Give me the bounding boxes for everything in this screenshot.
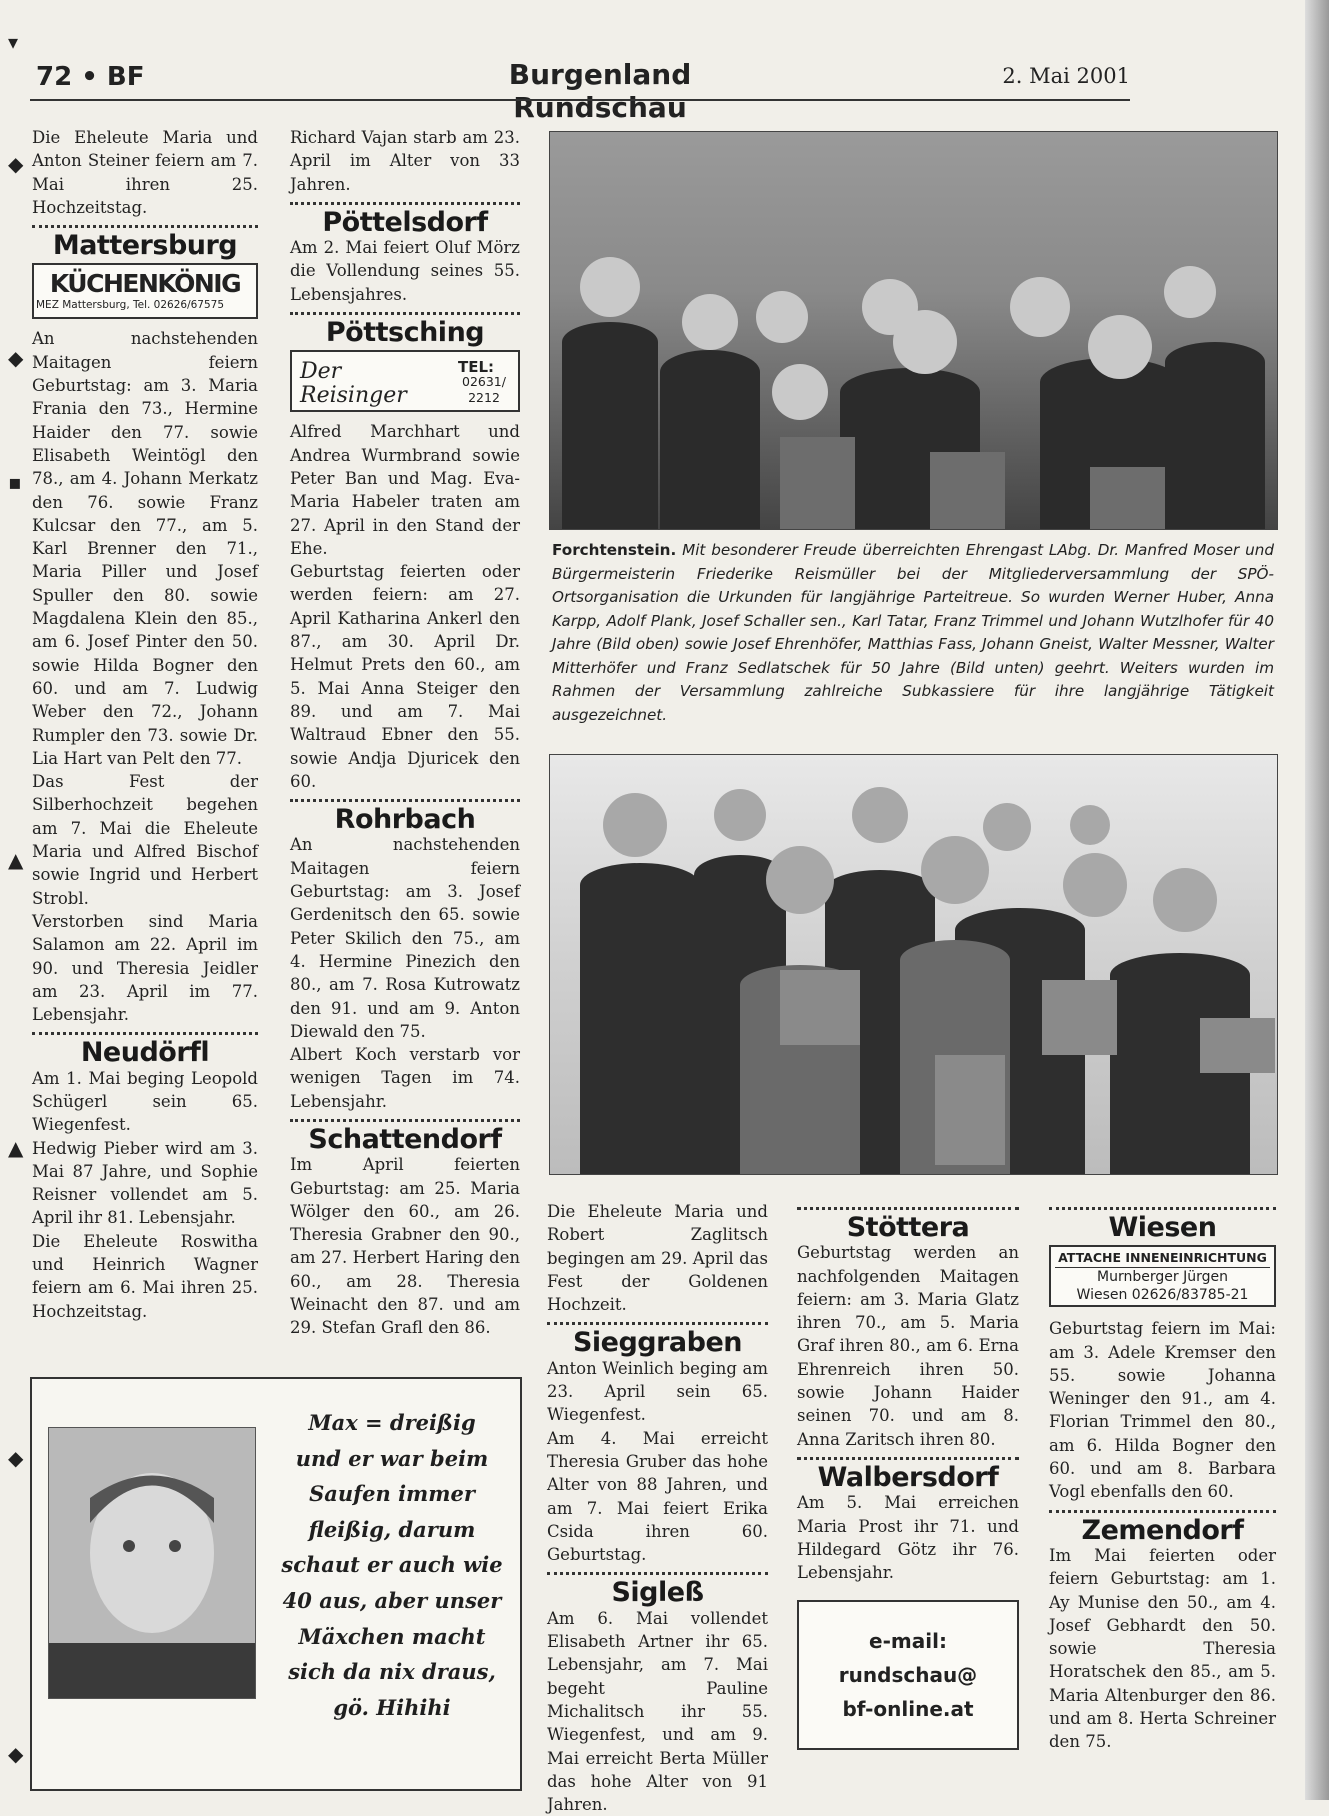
section-heading-sigless: Sigleß: [611, 1577, 704, 1609]
column-3: [547, 1200, 768, 1816]
bullet-separator: •: [81, 62, 107, 92]
section-heading-zemendorf: Zemendorf: [1081, 1514, 1244, 1546]
poem-line: Mäxchen macht: [298, 1623, 486, 1649]
column-2: [290, 126, 520, 1340]
ad-title: ATTACHE INNENEINRICHTUNG: [1055, 1247, 1270, 1268]
section-heading-rohrbach: Rohrbach: [334, 804, 476, 836]
dotted-divider: [1049, 1510, 1276, 1513]
section-heading-wiesen: Wiesen: [1108, 1212, 1217, 1243]
dotted-divider: [290, 312, 520, 315]
header: [30, 58, 1130, 124]
article-text: Am 5. Mai erreichen Maria Prost ihr 71. und Hildegard Götz ihr 76. Lebensjahr.: [797, 1493, 1019, 1583]
article-text: An nachstehenden Maitagen feiern Geburtstag: am 3. Maria Frania den 73., Hermine Haider den 77. sowie Elisabeth Weintögl den 78., am 4. Johann Merkatz den 76. sowie Franz Kulcsar den 77., am 5. Karl Brenner den 71., Maria Piller und Josef Spuller den 80. sowie Magdalena Klein den 85., am 6. Josef Pinter den 50. sowie Hilda Bogner den 60. und am 7. Ludwig Weber den 72., Johann Rumpler den 73. sowie Dr. Lia Hart van Pelt den 77.: [32, 329, 258, 768]
ad-reisinger[interactable]: [290, 350, 520, 412]
registration-mark: ◆: [8, 1446, 24, 1470]
poem-line: 40 aus, aber unser: [282, 1587, 502, 1613]
article-text: Anton Weinlich beging am 23. April sein 65. Wiegenfest.: [547, 1358, 768, 1425]
right-edge-shadow: [1305, 0, 1329, 1800]
article-text: Am 6. Mai vollendet Elisabeth Artner ihr 65. Lebensjahr, am 7. Mai begeht Pauline Michalitsch ihr 55. Wiegenfest, und am 9. Mai erreicht Berta Müller das hohe Alter von 91 Jahren.: [547, 1608, 768, 1815]
article-text: Richard Vajan starb am 23. April im Alter von 33 Jahren.: [290, 128, 520, 194]
section-heading-poettsching: Pöttsching: [325, 317, 485, 349]
article-text: Geburtstag feierten oder werden feiern: am 27. April Katharina Ankerl den 87., am 30. April Dr. Helmut Prets den 60., am 5. Mai Anna Steiger den 89. und am 7. Mai Waltraud Ebner den 55. sowie Andja Djuricek den 60.: [290, 562, 520, 791]
registration-mark: ▪: [8, 470, 22, 494]
caption-text: Mit besonderer Freude überreichten Ehrengast LAbg. Dr. Manfred Moser und Bürgermeisterin Friederike Reismüller bei der Mitgliederversammlung der SPÖ-Ortsorganisation die Urkunden für langjährige Parteitreue. So wurden Werner Huber, Anna Karpp, Adolf Plank, Josef Schaller sen., Karl Tatar, Franz Trimmel und Johann Wutzlhofer für 40 Jahre (Bild oben) sowie Josef Ehrenhöfer, Matthias Fass, Johann Gneist, Walter Messner, Walter Mitterhöfer und Franz Sedlatschek für 50 Jahre (Bild unten) geehrt. Weiters wurden im Rahmen der Versammlung zahlreiche Subkassiere für ihre langjährige Tätigkeit ausgezeichnet.: [552, 541, 1274, 724]
portrait-figure: [49, 1428, 255, 1698]
dotted-divider: [1049, 1207, 1276, 1210]
article-text: Am 1. Mai beging Leopold Schügerl sein 65. Wiegenfest.: [32, 1068, 258, 1135]
article-text: Alfred Marchhart und Andrea Wurmbrand sowie Peter Ban und Mag. Eva-Maria Habeler traten am 27. April in den Stand der Ehe.: [290, 422, 520, 558]
ad-tel-label: TEL:: [458, 358, 495, 377]
column-5: [1049, 1203, 1276, 1754]
dotted-divider: [797, 1457, 1019, 1460]
dotted-divider: [547, 1322, 768, 1325]
birthday-poem: [274, 1405, 510, 1725]
ad-address: MEZ Mattersburg, Tel. 02626/67575: [36, 299, 225, 312]
ad-tel: 02631/ 2212: [462, 374, 506, 406]
poem-line: fleißig, darum: [308, 1516, 476, 1542]
column-4: [797, 1203, 1019, 1750]
ad-name: Murnberger Jürgen: [1097, 1269, 1228, 1286]
article-text: Am 2. Mai feiert Oluf Mörz die Vollendung seines 55. Lebensjahres.: [290, 238, 520, 304]
section-heading-schattendorf: Schattendorf: [308, 1123, 502, 1155]
dotted-divider: [290, 202, 520, 205]
registration-mark: ▾: [8, 30, 19, 54]
page-number-value: 72: [36, 62, 73, 92]
birthday-box: [30, 1377, 522, 1791]
dotted-divider: [797, 1207, 1019, 1210]
section-heading-stoettera: Stöttera: [846, 1212, 970, 1243]
dotted-divider: [290, 799, 520, 802]
ad-brand: Der Reisinger: [300, 359, 407, 409]
section-heading-neudoerfl: Neudörfl: [80, 1037, 210, 1069]
dotted-divider: [32, 1032, 258, 1035]
article-text: Das Fest der Silberhochzeit begehen am 7. Mai die Eheleute Maria und Alfred Bischof sowie Ingrid und Herbert Strobl.: [32, 772, 258, 908]
photo-caption: [552, 539, 1274, 727]
dotted-divider: [547, 1572, 768, 1575]
poem-line: Max = dreißig: [308, 1410, 476, 1435]
article-text: Die Eheleute Maria und Robert Zaglitsch begingen am 29. April das Fest der Goldenen Hochzeit.: [547, 1202, 768, 1315]
poem-line: und er war beim: [295, 1445, 489, 1471]
article-text: Die Eheleute Roswitha und Heinrich Wagner feiern am 6. Mai ihren 25. Hochzeitstag.: [32, 1231, 258, 1321]
article-text: Im April feierten Geburtstag: am 25. Maria Wölger den 60., am 26. Theresia Grabner den 90., am 27. Herbert Haring den 60., am 28. Theresia Weinacht den 87. und am 29. Stefan Grafl den 86.: [290, 1155, 520, 1338]
group-photo-top-figures: [550, 132, 1277, 529]
column-1: [32, 126, 258, 1323]
registration-mark: ▲: [8, 848, 24, 872]
group-photo-top: [549, 131, 1278, 530]
poem-line: gö. Hihihi: [333, 1694, 451, 1720]
article-text: Am 4. Mai erreicht Theresia Gruber das hohe Alter von 88 Jahren, und am 7. Mai feiert Erika Csida ihren 60. Geburtstag.: [547, 1428, 768, 1565]
poem-line: Saufen immer: [309, 1481, 475, 1507]
registration-mark: ◆: [8, 1742, 24, 1766]
section-heading-walbersdorf: Walbersdorf: [817, 1461, 999, 1493]
paper-title: Burgenland Rundschau: [508, 58, 692, 124]
page-number: [36, 62, 145, 92]
poem-line: schaut er auch wie: [281, 1552, 503, 1578]
article-text: An nachstehenden Maitagen feiern Geburtstag: am 3. Josef Gerdenitsch den 65. sowie Peter Skilich den 75., am 4. Hermine Pinezich den 80., am 7. Rosa Kutrowatz den 91. und am 9. Anton Diewald den 75.: [290, 835, 520, 1041]
poem-line: sich da nix draus,: [288, 1659, 496, 1685]
email-box[interactable]: [797, 1600, 1019, 1750]
registration-mark: ▲: [8, 1136, 24, 1160]
registration-mark: ◆: [8, 152, 24, 176]
ad-brand: KÜCHENKÖNIG: [49, 269, 241, 299]
section-heading-poettelsdorf: Pöttelsdorf: [322, 206, 488, 238]
article-text: Geburtstag feiern im Mai: am 3. Adele Kremser den 55. sowie Johanna Weninger den 91., am 4. Florian Trimmel den 80., am 6. Hilda Bogner den 60. und am 8. Barbara Vogl ebenfalls den 60.: [1049, 1319, 1276, 1502]
issue-date: 2. Mai 2001: [1002, 64, 1130, 88]
ad-tel: Wiesen 02626/83785-21: [1076, 1287, 1249, 1304]
article-text: Hedwig Pieber wird am 3. Mai 87 Jahre, und Sophie Reisner vollendet am 5. April ihr 81. Lebensjahr.: [32, 1138, 258, 1228]
caption-place: Forchtenstein.: [552, 541, 677, 559]
ad-kuechenkoenig[interactable]: [32, 263, 258, 319]
article-text: Verstorben sind Maria Salamon am 22. April im 90. und Theresia Jeidler am 23. April im 77. Lebensjahr.: [32, 911, 258, 1025]
article-text: Im Mai feierten oder feiern Geburtstag: am 1. Ay Munise den 50., am 4. Josef Gebhardt den 50. sowie Theresia Horatschek den 85., am 5. Maria Altenburger den 86. und am 8. Herta Schreiner den 75.: [1049, 1545, 1276, 1752]
section-heading-sieggraben: Sieggraben: [572, 1327, 743, 1359]
header-rule: [30, 99, 1130, 101]
registration-mark: ◆: [8, 346, 24, 370]
portrait-photo: [48, 1427, 256, 1699]
article-text: Albert Koch verstarb vor wenigen Tagen im 74. Lebensjahr.: [290, 1045, 520, 1111]
dotted-divider: [290, 1119, 520, 1122]
group-photo-bottom-figures: [550, 755, 1277, 1174]
email-address[interactable]: rundschau@bf-online.at: [838, 1663, 978, 1722]
group-photo-bottom: [549, 754, 1278, 1175]
email-label: e-mail:: [869, 1629, 947, 1654]
section-heading-mattersburg: Mattersburg: [52, 230, 238, 262]
article-text: Geburtstag werden an nachfolgenden Maitagen feiern: am 3. Maria Glatz ihren 70., am 5. Maria Graf ihren 80., am 6. Erna Ehrenreich ihren 50. sowie Johann Haider seinen 70. und am 8. Anna Zaritsch ihren 80.: [797, 1243, 1019, 1449]
ad-attache[interactable]: [1049, 1245, 1276, 1307]
dotted-divider: [32, 225, 258, 228]
section-label: BF: [106, 62, 145, 92]
article-text: Die Eheleute Maria und Anton Steiner feiern am 7. Mai ihren 25. Hochzeitstag.: [32, 128, 258, 217]
